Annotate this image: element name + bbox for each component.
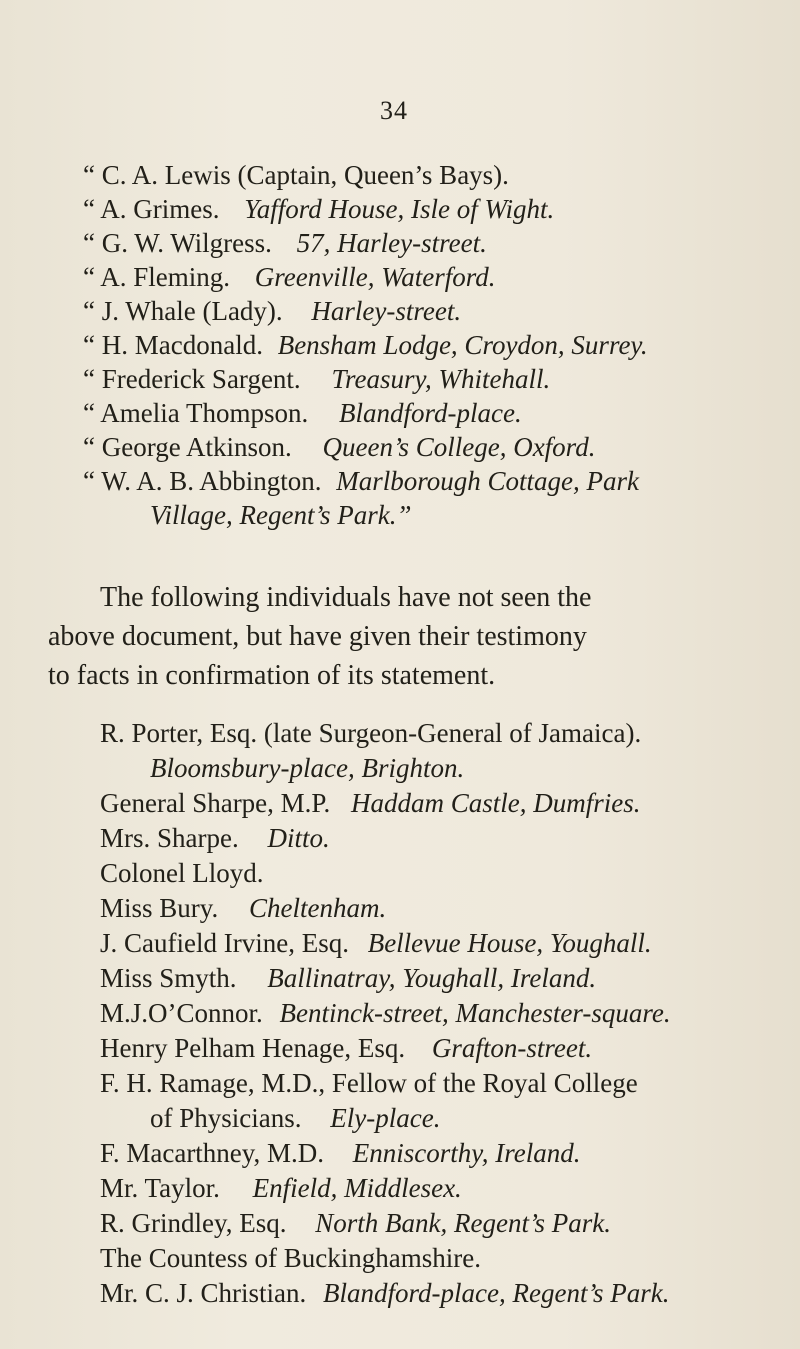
testimony-entry — [150, 1101, 440, 1135]
testimony-entry — [100, 1171, 462, 1205]
quoted-entry — [83, 430, 595, 464]
quoted-entry — [83, 192, 554, 226]
testimony-entry — [100, 1206, 611, 1240]
entry-address: Enniscorthy, Ireland. — [352, 1138, 581, 1168]
entry-name: “ A. Grimes. — [83, 194, 220, 224]
paragraph-line: above document, but have given their testimony — [48, 621, 587, 652]
entry-address: Grafton-street. — [431, 1033, 593, 1063]
entry-address: Treasury, Whitehall. — [331, 364, 551, 394]
quoted-entry — [83, 158, 509, 192]
entry-address: Haddam Castle, Dumfries. — [350, 788, 641, 818]
entry-address: Greenville, Waterford. — [254, 262, 496, 292]
entry-name: “ G. W. Wilgress. — [83, 228, 272, 258]
quoted-entry — [83, 328, 648, 362]
entry-address: Cheltenham. — [249, 893, 387, 923]
entry-name: Mrs. Sharpe. — [100, 823, 239, 853]
entry-name: F. H. Ramage, M.D., Fellow of the Royal College — [100, 1068, 638, 1098]
entry-address-continuation: Bloomsbury-place, Brighton. — [150, 753, 465, 783]
entry-name: R. Grindley, Esq. — [100, 1208, 287, 1238]
entry-name: General Sharpe, M.P. — [100, 788, 331, 818]
testimony-entry — [100, 1031, 592, 1065]
testimony-entry — [100, 996, 671, 1030]
entry-address: 57, Harley-street. — [296, 228, 487, 258]
testimony-entry — [100, 786, 640, 820]
entry-name: R. Porter, Esq. (late Surgeon-General of Jamaica). — [100, 718, 642, 748]
quoted-entry — [83, 362, 550, 396]
paragraph-line: The following individuals have not seen the — [100, 582, 592, 613]
quoted-entry — [83, 396, 522, 430]
entry-address: Ballinatray, Youghall, Ireland. — [267, 963, 597, 993]
entry-address: North Bank, Regent’s Park. — [315, 1208, 611, 1238]
entry-name: “ H. Macdonald. — [83, 330, 263, 360]
entry-address: Yafford House, Isle of Wight. — [244, 194, 555, 224]
entry-name: “ Frederick Sargent. — [83, 364, 301, 394]
testimony-entry — [100, 821, 330, 855]
entry-name: “ J. Whale (Lady). — [83, 296, 283, 326]
entry-address: Blandford-place, Regent’s Park. — [323, 1278, 670, 1308]
entry-address: Ditto. — [267, 823, 330, 853]
entry-name: Mr. C. J. Christian. — [100, 1278, 307, 1308]
testimony-entry — [100, 1136, 581, 1170]
entry-address: Queen’s College, Oxford. — [322, 432, 596, 462]
entry-name: “ C. A. Lewis (Captain, Queen’s Bays). — [83, 160, 509, 190]
entry-address: Bensham Lodge, Croydon, Surrey. — [277, 330, 648, 360]
entry-name: M.J.O’Connor. — [100, 998, 263, 1028]
entry-address: Ely-place. — [330, 1103, 441, 1133]
entry-name: J. Caufield Irvine, Esq. — [100, 928, 349, 958]
entry-address: Harley-street. — [311, 296, 462, 326]
entry-address-continuation: Village, Regent’s Park.” — [150, 500, 412, 530]
paragraph-line: to facts in confirmation of its statement. — [48, 660, 496, 691]
page-number: 34 — [380, 96, 408, 125]
testimony-entry — [100, 1241, 481, 1275]
entry-address: Enfield, Middlesex. — [252, 1173, 462, 1203]
testimony-entry — [100, 891, 386, 925]
entry-address: Bentinck-street, Manchester-square. — [279, 998, 671, 1028]
entry-name: “ George Atkinson. — [83, 432, 292, 462]
testimony-entry — [100, 961, 596, 995]
testimony-entry — [100, 926, 652, 960]
entry-name: “ W. A. B. Abbington. — [83, 466, 322, 496]
entry-name: F. Macarthney, M.D. — [100, 1138, 325, 1168]
testimony-entry — [100, 1276, 669, 1310]
entry-name: of Physicians. — [150, 1103, 302, 1133]
testimony-entry — [100, 716, 641, 750]
entry-name: Mr. Taylor. — [100, 1173, 220, 1203]
entry-address: Marlborough Cottage, Park — [336, 466, 640, 496]
entry-name: The Countess of Buckinghamshire. — [100, 1243, 481, 1273]
quoted-entry — [83, 294, 461, 328]
entry-name: Miss Bury. — [100, 893, 219, 923]
testimony-entry — [100, 856, 264, 890]
testimony-entry — [100, 1066, 638, 1100]
quoted-entry — [83, 464, 639, 498]
entry-address: Blandford-place. — [338, 398, 522, 428]
entry-name: Miss Smyth. — [100, 963, 237, 993]
entry-address: Bellevue House, Youghall. — [367, 928, 652, 958]
entry-name: “ Amelia Thompson. — [83, 398, 309, 428]
entry-name: Henry Pelham Henage, Esq. — [100, 1033, 406, 1063]
quoted-entry — [83, 226, 487, 260]
entry-name: “ A. Fleming. — [83, 262, 230, 292]
entry-name: Colonel Lloyd. — [100, 858, 264, 888]
quoted-entry — [83, 260, 495, 294]
